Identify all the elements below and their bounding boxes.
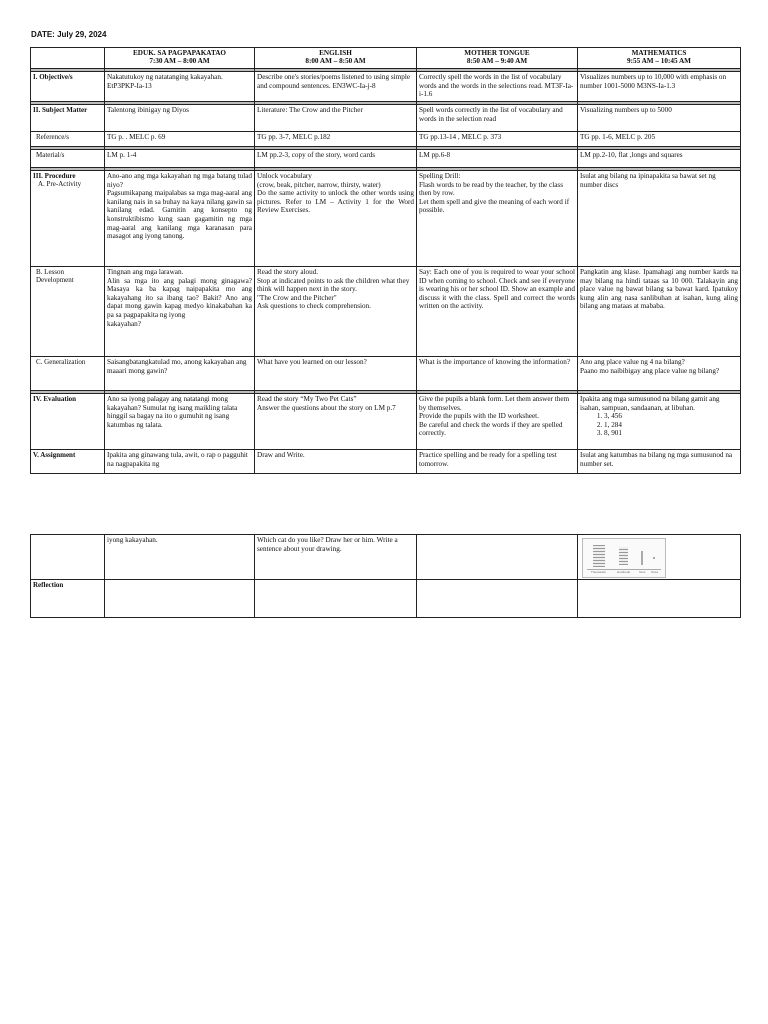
evaluation-number-list (580, 412, 738, 438)
lesson-development-cell-esp: Tingnan ang mga larawan. Alin sa mga ito ang palagi mong ginagawa? Masaya ka ba kapag naipapakita mo ang kakayahang ito sa ibang tao? Bakit? Ano ang dapat mong gawin kapag medyo kinakabahan ka pa sa pagpapakita ng iyong kakayahan? (105, 267, 255, 357)
generalization-row (31, 357, 741, 391)
objectives-row (31, 72, 741, 102)
subject-time: 8:00 AM – 8:50 AM (305, 57, 366, 65)
subject-time: 8:50 AM – 9:40 AM (466, 57, 528, 65)
assignment-cell-mathematics: Isulat ang katumbas na bilang ng mga sumusunod na number set. (578, 450, 741, 474)
header-row (31, 48, 741, 69)
procedure-row (31, 171, 741, 267)
subject-name: ENGLISH (319, 49, 352, 57)
materials-cell-english: LM pp.2-3, copy of the story, word cards (255, 150, 417, 168)
lesson-development-cell-mathematics: Pangkatin ang klase. Ipamahagi ang number kards na may bilang na hindi tataas sa 10 000. Talakayin ang place value ng bawat bilang sa bawat kard. Ipatukoy kung alin ang nasa sanlibuhan at isahan, kung aling bilang ang mataas at mababa. (578, 267, 741, 357)
procedure-label: III. Procedure (33, 172, 76, 180)
continued-cell-esp: iyong kakayahan. (105, 535, 255, 580)
continued-cell-english: Which cat do you like? Draw her or him. Write a sentence about your drawing. (255, 535, 417, 580)
thumb-label: Tens (639, 570, 646, 574)
lesson-development-row (31, 267, 741, 357)
row-label-assignment: V. Assignment (31, 450, 105, 474)
continued-row (31, 535, 741, 580)
list-item: 3. 8, 901 (604, 429, 738, 438)
subject-name: EDUK. SA PAGPAPAKATAO (133, 49, 226, 57)
lesson-development-cell-mother-tongue: Say: Each one of you is required to wear your school ID when coming to school. Check and see if everyone is wearing his or her school ID. Show an example and discuss it with the class. Spell and correct the words written on the activity. (417, 267, 578, 357)
subject-matter-cell-mathematics: Visualizing numbers up to 5000 (578, 105, 741, 132)
evaluation-cell-mother-tongue: Give the pupils a blank form. Let them answer them by themselves. Provide the pupils with the ID worksheet. Be careful and check the words if they are spelled correctly. (417, 394, 578, 450)
thumb-label: Ones (651, 570, 659, 574)
pre-activity-label: A. Pre-Activity (38, 180, 82, 188)
header-subject-mother-tongue (417, 48, 578, 69)
generalization-cell-esp: Saisangbatangkatulad mo, anong kakayahan ang maaari mong gawin? (105, 357, 255, 391)
thumb-label: Thousands (591, 570, 606, 574)
subject-name: MOTHER TONGUE (464, 49, 530, 57)
row-label-lesson-development: B. Lesson Development (31, 267, 105, 357)
lesson-development-cell-english: Read the story aloud. Stop at indicated points to ask the children what they think will happen next in the story. "The Crow and the Pitcher" Ask questions to check comprehension. (255, 267, 417, 357)
assignment-cell-mother-tongue: Practice spelling and be ready for a spelling test tomorrow. (417, 450, 578, 474)
references-cell-mathematics: TG pp. 1-6, MELC p. 205 (578, 132, 741, 147)
header-blank-cell (31, 48, 105, 69)
evaluation-cell-esp: Ano sa iyong palagay ang natatangi mong kakayahan? Sumulat ng isang maikling talata hinggil sa bagay na ito o gumuhit ng isang katumbas ng talata. (105, 394, 255, 450)
generalization-cell-english: What have you learned on our lesson? (255, 357, 417, 391)
materials-cell-mother-tongue: LM pp.6-8 (417, 150, 578, 168)
continued-blank-cell (31, 535, 105, 580)
assignment-cell-english: Draw and Write. (255, 450, 417, 474)
subject-matter-cell-english: Literature: The Crow and the Pitcher (255, 105, 417, 132)
references-cell-mother-tongue: TG pp.13-14 , MELC p. 373 (417, 132, 578, 147)
references-cell-english: TG pp. 3-7, MELC p.182 (255, 132, 417, 147)
subject-time: 7:30 AM – 8:00 AM (149, 57, 210, 65)
lesson-plan-table (30, 47, 741, 474)
procedure-cell-mother-tongue: Spelling Drill: Flash words to be read by the teacher, by the class then by row. Let them spell and give the meaning of each word if possible. (417, 171, 578, 267)
row-label-reflection: Reflection (31, 580, 105, 618)
row-label-materials: Material/s (31, 150, 105, 168)
evaluation-row (31, 394, 741, 450)
list-item: 1. 3, 456 (604, 412, 738, 421)
references-cell-esp: TG p. . MELC p. 69 (105, 132, 255, 147)
reflection-cell-english (255, 580, 417, 618)
subject-name: MATHEMATICS (631, 49, 687, 57)
reflection-row (31, 580, 741, 618)
evaluation-cell-english: Read the story “My Two Pet Cats” Answer the questions about the story on LM p.7 (255, 394, 417, 450)
subject-time: 9:55 AM – 10:45 AM (627, 57, 691, 65)
references-row (31, 132, 741, 147)
objectives-cell-mathematics: Visualizes numbers up to 10,000 with emphasis on number 1001-5000 M3NS-Ia-1.3 (578, 72, 741, 102)
row-label-objectives: I. Objective/s (31, 72, 105, 102)
generalization-cell-mathematics: Ano ang place value ng 4 na bilang? Paano mo naibibigay ang place value ng bilang? (578, 357, 741, 391)
date-label: DATE: July 29, 2024 (31, 30, 107, 39)
objectives-cell-mother-tongue: Correctly spell the words in the list of vocabulary words and the words in the selections read. MT3F-Ia-i-1.6 (417, 72, 578, 102)
list-item: 2. 1, 284 (604, 421, 738, 430)
procedure-cell-mathematics: Isulat ang bilang na ipinapakita sa bawat set ng number discs (578, 171, 741, 267)
materials-cell-esp: LM p. 1-4 (105, 150, 255, 168)
header-subject-english (255, 48, 417, 69)
thumb-label: Hundreds (617, 570, 631, 574)
generalization-cell-mother-tongue: What is the importance of knowing the information? (417, 357, 578, 391)
evaluation-cell-mathematics (578, 394, 741, 450)
objectives-cell-esp: Nakatutukoy ng natatanging kakayahan. EtP3PKP-Ia-13 (105, 72, 255, 102)
assignment-cell-esp: Ipakita ang ginawang tula, awit, o rap o pagguhit na nagpapakita ng (105, 450, 255, 474)
continued-cell-mother-tongue (417, 535, 578, 580)
row-label-evaluation: IV. Evaluation (31, 394, 105, 450)
row-label-generalization: C. Generalization (31, 357, 105, 391)
procedure-cell-english: Unlock vocabulary (crow, beak, pitcher, narrow, thirsty, water) Do the same activity to unlock the other words using pictures. Refer to LM – Activity 1 for the Word Review Exercises. (255, 171, 417, 267)
header-subject-mathematics (578, 48, 741, 69)
lesson-plan-table-continued (30, 534, 741, 618)
reflection-cell-esp (105, 580, 255, 618)
row-label-procedure (31, 171, 105, 267)
subject-matter-row (31, 105, 741, 132)
subject-matter-cell-esp: Talentong ibinigay ng Diyos (105, 105, 255, 132)
reflection-cell-mathematics (578, 580, 741, 618)
assignment-row (31, 450, 741, 474)
row-label-references: Reference/s (31, 132, 105, 147)
materials-row (31, 150, 741, 168)
materials-cell-mathematics: LM pp.2-10, flat ,longs and squares (578, 150, 741, 168)
place-value-chart-image (582, 538, 666, 578)
reflection-cell-mother-tongue (417, 580, 578, 618)
procedure-cell-esp: Ano-ano ang mga kakayahan ng mga batang tulad niyo? Pagsumikapang maipalabas sa mga mag-aaral ang kanilang nais in sa buhay na kaya nilang gawin sa kanilang edad. Gamitin ang konsepto ng konstruktibismo kung saan gagamitin ng mga mag-aaral ang kanilang mga karanasan para masagot ang iyong tanong. (105, 171, 255, 267)
evaluation-math-instruction: Ipakita ang mga sumusunod na bilang gamit ang isahan, sampuan, sandaanan, at libuhan. (580, 395, 720, 412)
objectives-cell-english: Describe one's stories/poems listened to using simple and compound sentences. EN3WC-Ia-j-8 (255, 72, 417, 102)
subject-matter-cell-mother-tongue: Spell words correctly in the list of vocabulary and words in the selection read (417, 105, 578, 132)
header-subject-esp (105, 48, 255, 69)
row-label-subject-matter: II. Subject Matter (31, 105, 105, 132)
continued-cell-mathematics (578, 535, 741, 580)
